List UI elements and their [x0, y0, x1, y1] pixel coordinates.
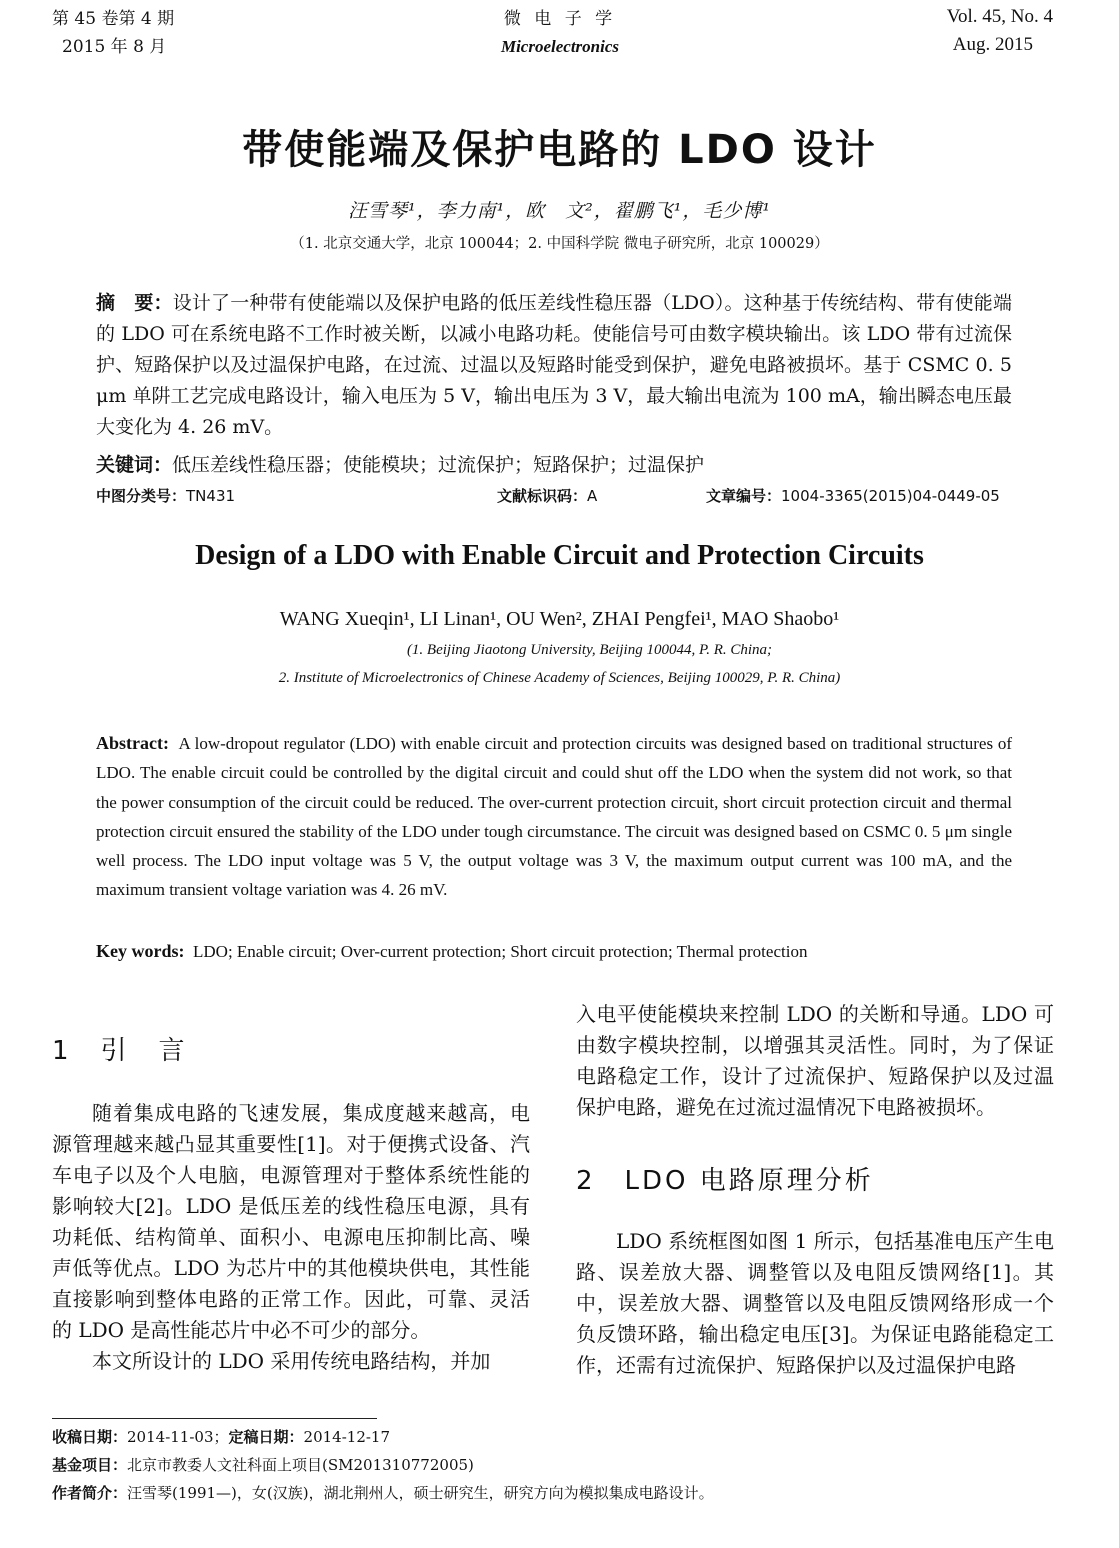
- footnote-author: [52, 1480, 1052, 1506]
- affiliations: （1. 北京交通大学，北京 100044；2. 中国科学院 微电子研究所，北京 100029）: [290, 236, 829, 252]
- doc-code-label: 文献标识码：: [497, 487, 588, 505]
- abstract-cn-label: 摘 要：: [96, 292, 173, 314]
- keywords-en: [96, 937, 1012, 966]
- abstract-en-text: A low-dropout regulator (LDO) with enable circuit and protection circuits was designed based on traditional structures of LDO. The enable circuit could be controlled by the digital circuit and could shut off the LDO when the system did not work, so that the power consumption of the circuit could be reduced. The over-current protection circuit, short circuit protection circuit and thermal protection circuit ensured the stability of the LDO under tough circumstance. The circuit was designed based on CSMC 0. 5 μm single well process. The LDO input voltage was 5 V, the output voltage was 3 V, the maximum output current was 100 mA, and the maximum transient voltage variation was 4. 26 mV.: [96, 734, 1013, 900]
- volume-issue-en: Vol. 45, No. 4: [946, 6, 1053, 27]
- keywords-cn-text: 低压差线性稳压器；使能模块；过流保护；短路保护；过温保护: [172, 454, 705, 476]
- abstract-en: [96, 729, 1012, 905]
- journal-name-cn: 微 电 子 学: [503, 9, 617, 29]
- abstract-cn-text: 设计了一种带有使能端以及保护电路的低压差线性稳压器（LDO）。这种基于传统结构、带有使能端的 LDO 可在系统电路不工作时被关断，以减小电路功耗。使能信号可由数字模块输出。该 LDO 带有过流保护、短路保护以及过温保护电路，在过流、过温以及短路时能受到保护，避免电路被损坏。基于 CSMC 0. 5 μm 单阱工艺完成电路设计，输入电压为 5 V，输出电压为 3 V，最大输出电流为 100 mA，输出瞬态电压最大变化为 4. 26 mV。: [96, 292, 1012, 438]
- article-number: [706, 485, 1000, 506]
- doc-code: [497, 485, 597, 506]
- clc-value: TN431: [186, 487, 236, 505]
- section-1-heading: 1 引 言: [52, 1036, 188, 1066]
- publication-date: 2015 年 8 月: [62, 37, 167, 57]
- clc-label: 中图分类号：: [96, 487, 187, 505]
- fund-label: 基金项目：: [52, 1456, 128, 1474]
- footnote-divider: [52, 1418, 377, 1419]
- publication-date-en: Aug. 2015: [952, 34, 1033, 55]
- paper-title-en: Design of a LDO with Enable Circuit and Protection Circuits: [195, 540, 924, 571]
- section-1-paragraph-1: 随着集成电路的飞速发展，集成度越来越高，电源管理越来越凸显其重要性[1]。对于便携式设备、汽车电子以及个人电脑，电源管理对于整体系统性能的影响较大[2]。LDO 是低压差的线性稳压电源，具有功耗低、结构简单、面积小、电源电压抑制比高、噪声低等优点。LDO 为芯片中的其他模块供电，其性能直接影响到整体电路的正常工作。因此，可靠、灵活的 LDO 是高性能芯片中必不可少的部分。: [52, 1101, 530, 1342]
- article-number-value: 1004-3365(2015)04-0449-05: [781, 487, 1000, 505]
- final-value: 2014-12-17: [303, 1428, 391, 1446]
- received-label: 收稿日期：: [52, 1428, 128, 1446]
- affiliation-en-1: (1. Beijing Jiaotong University, Beijing 100044, P. R. China;: [406, 642, 773, 658]
- keywords-en-label: Key words:: [96, 941, 185, 961]
- clc-number: [96, 485, 235, 506]
- keywords-en-text: LDO; Enable circuit; Over-current protection; Short circuit protection; Thermal protection: [193, 942, 808, 961]
- author-list: 汪雪琴¹，李力南¹，欧 文²，翟鹏飞¹，毛少博¹: [347, 200, 772, 222]
- keywords-cn: [96, 450, 1012, 481]
- affiliation-en-2: 2. Institute of Microelectronics of Chinese Academy of Sciences, Beijing 100029, P. R. China): [278, 670, 841, 686]
- author-bio-value: 汪雪琴(1991—)，女(汉族)，湖北荆州人，硕士研究生，研究方向为模拟集成电路设计。: [127, 1484, 714, 1502]
- section-2-heading: 2 LDO 电路原理分析: [576, 1166, 874, 1196]
- section-1-paragraph-2: 本文所设计的 LDO 采用传统电路结构，并加: [92, 1349, 491, 1373]
- right-column-continuation: 入电平使能模块来控制 LDO 的关断和导通。LDO 可由数字模块控制，以增强其灵活性。同时，为了保证电路稳定工作，设计了过流保护、短路保护以及过温保护电路，避免在过流过温情况下电路被损坏。: [576, 1002, 1054, 1119]
- paper-title: 带使能端及保护电路的 LDO 设计: [242, 127, 877, 173]
- footnote-fund: [52, 1452, 1052, 1478]
- abstract-cn: [96, 288, 1012, 443]
- volume-issue: 第 45 卷第 4 期: [52, 9, 175, 29]
- section-2-paragraph-1: LDO 系统框图如图 1 所示，包括基准电压产生电路、误差放大器、调整管以及电阻反馈网络[1]。其中，误差放大器、调整管以及电阻反馈网络形成一个负反馈环路，输出稳定电压[3]。为保证电路能稳定工作，还需有过流保护、短路保护以及过温保护电路: [576, 1229, 1054, 1377]
- journal-name-en: Microelectronics: [500, 37, 620, 56]
- article-number-label: 文章编号：: [706, 487, 782, 505]
- footnote-dates: [52, 1424, 1052, 1450]
- received-value: 2014-11-03；: [127, 1428, 229, 1446]
- final-label: 定稿日期：: [228, 1428, 304, 1446]
- doc-code-value: A: [587, 487, 598, 505]
- fund-value: 北京市教委人文社科面上项目(SM201310772005): [127, 1456, 474, 1474]
- abstract-en-label: Abstract:: [96, 733, 169, 753]
- keywords-cn-label: 关键词：: [96, 454, 173, 476]
- author-list-en: WANG Xueqin¹, LI Linan¹, OU Wen², ZHAI Pengfei¹, MAO Shaobo¹: [279, 608, 840, 630]
- author-bio-label: 作者简介：: [52, 1484, 128, 1502]
